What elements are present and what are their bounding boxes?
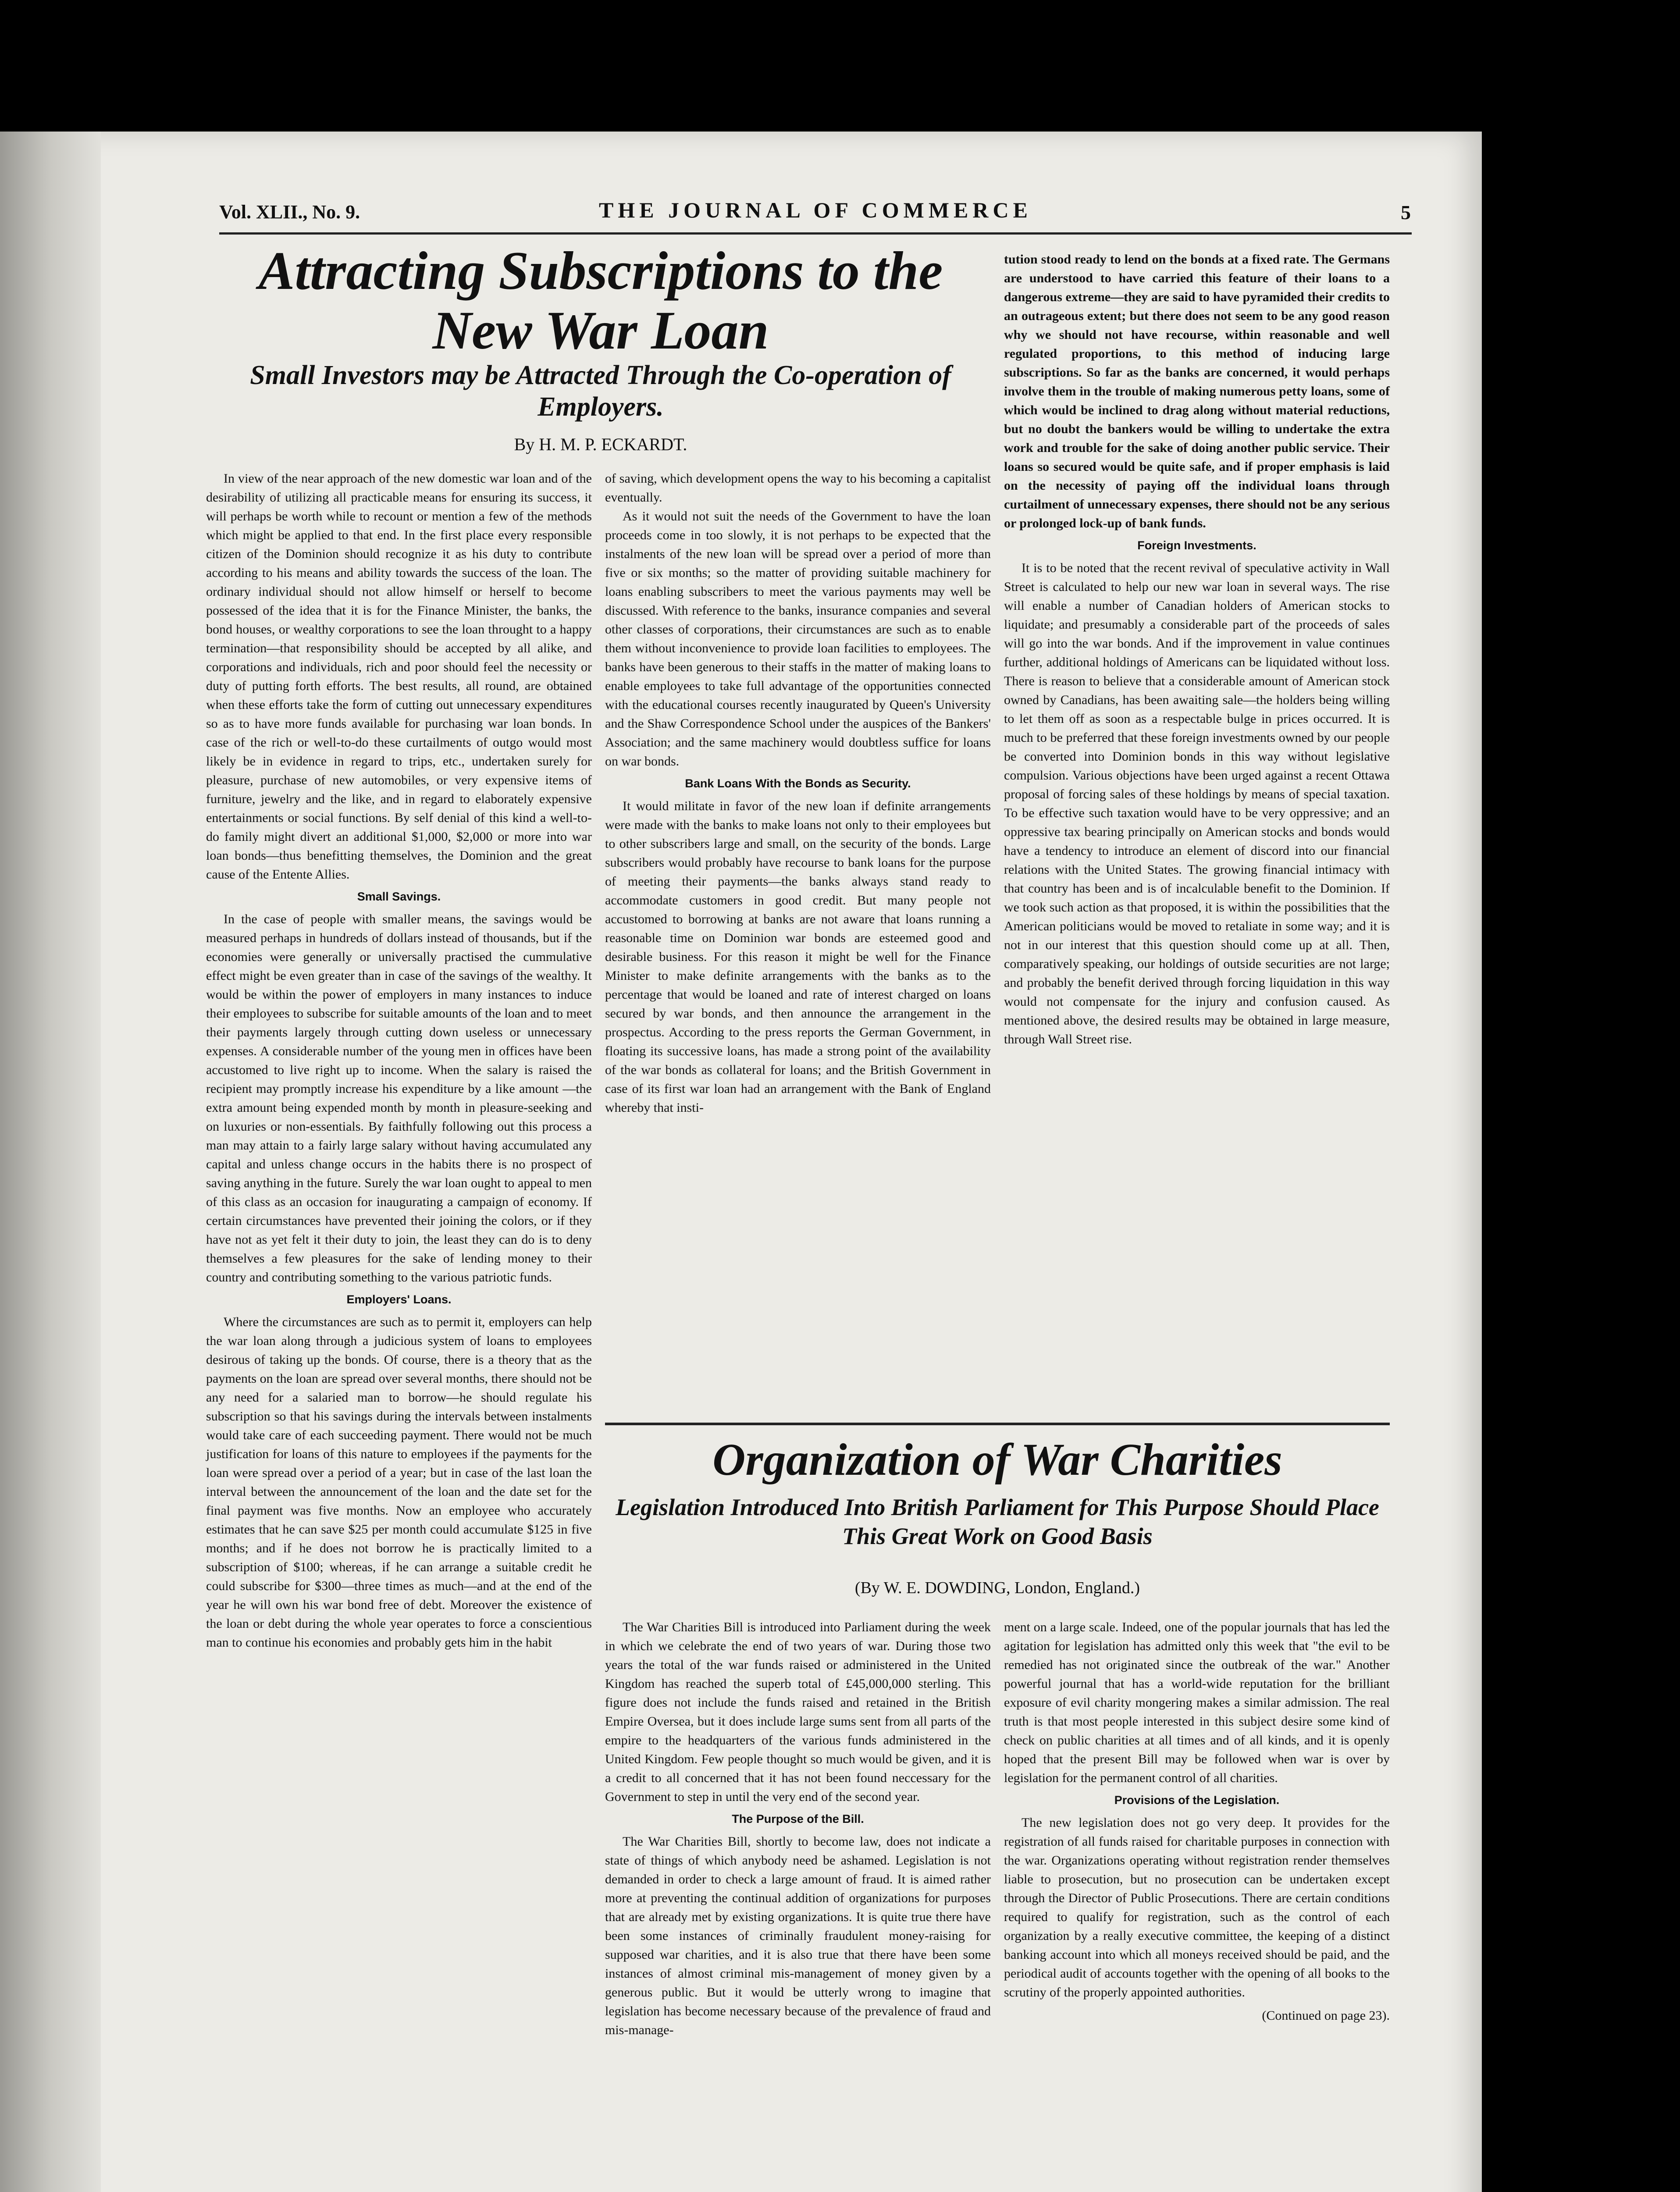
- paragraph: The War Charities Bill is introduced into Parliament during the week in which we celebrate the end of two years of war. During those two years the total of the war funds raised or administered in the United Kingdom has reached the superb total of £45,000,000 sterling. This figure does not include the funds raised and retained in the British Empire Oversea, but it does include large sums sent from all parts of the empire to the headquarters of the various funds administered in the United Kingdom. Few people thought so much would be given, and it is a credit to all concerned that it has not been found neccessary for the Government to step in until the very end of the second year.: [605, 1620, 991, 1804]
- paragraph: It would militate in favor of the new loan if definite arrangements were made with the banks to make loans not only to their employees but to other subscribers large and small, on the security of the bonds. Large subscribers would probably have recourse to bank loans for the purpose of meeting their payments—the banks always stand ready to accommodate customers in good credit. But many people not accustomed to borrowing at banks are not aware that loans running a reasonable time on Dominion war bonds are esteemed good and desirable business. For this reason it might be well for the Finance Minister to make definite arrangements with the banks as to the percentage that would be loaned and rate of interest charged on loans secured by war bonds, and then announce the arrangement in the prospectus. According to the press reports the German Government, in floating its successive loans, has made a strong point of the availability of the war bonds as collateral for loans; and the British Government in case of its first war loan had an arrangement with the Bank of England whereby that insti-: [605, 799, 991, 1115]
- subheading-small-savings: Small Savings.: [357, 890, 441, 903]
- paragraph: ment on a large scale. Indeed, one of the popular journals that has led the agitation for legislation has admitted only this week that "the evil to be remedied has not originated since the outbreak of the war." Another powerful journal that has a world-wide reputation for the brilliant exposure of evil charity mongering makes a similar admission. The real truth is that most people interested in this subject desire some kind of check on public charities at all times and of all kinds, and it is openly hoped that the present Bill may be followed when war is over by legislation for the permanent control of all charities.: [1004, 1620, 1390, 1785]
- subheading-bank-loans: Bank Loans With the Bonds as Security.: [685, 777, 911, 790]
- continued-note: (Continued on page 23).: [1262, 2008, 1390, 2023]
- paragraph: In view of the near approach of the new domestic war loan and of the desirability of utilizing all practicable means for ensuring its success, it will perhaps be worth while to recount or mention a few of the methods which might be applied to that end. In the first place every responsible citizen of the Dominion should recognize it as his duty to contribute according to his means and ability towards the success of the loan. The ordinary individual should not allow himself or herself to become possessed of the idea that it is for the Finance Minister, the banks, the bond houses, or wealthy corporations to see the loan throught to a happy termination—that responsibility should be accepted by all alike, and corporations and individuals, rich and poor should feel the necessity or duty of putting forth efforts. The best results, all round, are obtained when these efforts take the form of cutting out unnecessary expenditures so as to have more funds available for purchasing war loan bonds. In case of the rich or well-to-do these curtailments of outgo would most likely be in evidence in regard to trips, etc., undertaken surely for pleasure, purchase of new automobiles, or very expensive items of furniture, jewelry and the like, and in regard to elaborately expensive entertainments or social functions. By self denial of this kind a well-to-do family might divert an additional $1,000, $2,000 or more into war loan bonds—thus benefitting themselves, the Dominion and the great cause of the Entente Allies.: [206, 471, 592, 882]
- paragraph: Where the circumstances are such as to permit it, employers can help the war loan along through a judicious system of loans to employees desirous of taking up the bonds. Of course, there is a theory that as the payments on the loan are spread over several months, there should not be any need for a salaried man to borrow—he should regulate his subscription so that his savings during the intervals between instalments would take care of each succeeding payment. There would not be much justification for loans of this nature to employees if the payments for the loan were spread over a period of a year; but in case of the last loan the interval between the announcement of the loan and the date set for the final payment was five months. Now an employee who accurately estimates that he can save $25 per month could accumulate $125 in five months; and if he does not borrow he is practically limited to a subscription of $100; whereas, if he can arrange a suitable credit he could subscribe for $300—three times as much—and at the end of the year he will own his war bond free of debt. Moreover the existence of the loan or debt during the whole year operates to force a conscientious man to continue his economies and probably gets him in the habit: [206, 1315, 592, 1650]
- article1-deck: Small Investors may be Attracted Through the Co-operation of Employers.: [250, 360, 951, 422]
- article2-column-1: [605, 1618, 991, 2192]
- paragraph: In the case of people with smaller means, the savings would be measured perhaps in hundreds of dollars instead of thousands, but if the economies were generally or universally practised the cummulative effect might be even greater than in case of the savings of the wealthy. It would be within the power of employers in many instances to induce their employees to subscribe for suitable amounts of the loan and to meet their payments largely through cutting down useless or unnecessary expenses. A considerable number of the young men in offices have been accustomed to live right up to income. When the salary is raised the recipient may promptly increase his expenditure by a like amount —the extra amount being expended month by month in pleasure-seeking and on luxuries or non-essentials. By faithfully following out this process a man may attain to a fairly large salary without having accumulated any capital and unless change occurs in the habits there is no prospect of saving anything in the future. Surely the war loan ought to appeal to men of this class as an occasion for inaugurating a campaign of economy. If certain circumstances have prevented their joining the colors, or if they have not as yet felt it their duty to join, the least they can do is to deny themselves a few pleasures for the sake of lending money to their country and contributing something to the various patriotic funds.: [206, 912, 592, 1285]
- subheading-purpose: The Purpose of the Bill.: [732, 1812, 864, 1825]
- article2-column-2: [1004, 1618, 1390, 2192]
- paragraph: As it would not suit the needs of the Government to have the loan proceeds come in too slowly, it is not perhaps to be expected that the instalments of the new loan will be spread over a period of more than five or six months; so the matter of providing suitable machinery for loans enabling subscribers to meet the various payments may well be discussed. With reference to the banks, insurance companies and several other classes of corporations, their circumstances are such as to enable them without inconvenience to provide loan facilities to employees. The banks have been generous to their staffs in the matter of making loans to enable employees to take full advantage of the opportunities connected with the educational courses recently inaugurated by Queen's University and the Shaw Correspondence School under the auspices of the Bankers' Association; and the same machinery would doubtless suffice for loans on war bonds.: [605, 509, 991, 769]
- paragraph: tution stood ready to lend on the bonds at a fixed rate. The Germans are understood to have carried this feature of their loans to a dangerous extreme—they are said to have pyramided their credits to an outrageous extent; but there does not seem to be any good reason why we should not have recourse, within reasonable and well regulated proportions, to this method of inducing large subscriptions. So far as the banks are concerned, it would perhaps involve them in the trouble of making numerous petty loans, some of which would be inclined to drag along without material reductions, but no doubt the bankers would be willing to undertake the extra work and trouble for the sake of doing another public service. Their loans so secured would be quite safe, and if proper emphasis is laid on the necessity of paying off the individual loans through curtailment of unnecessary expenses, there should not be any serious or prolonged lock-up of bank funds.: [1004, 252, 1390, 530]
- article2-deck: Legislation Introduced Into British Parliament for This Purpose Should Place This Great Work on Good Basis: [616, 1494, 1379, 1549]
- page-header: [219, 197, 1412, 232]
- volume-label: Vol. XLII., No. 9.: [219, 201, 360, 223]
- paragraph: It is to be noted that the recent revival of speculative activity in Wall Street is calculated to help our new war loan in several ways. The rise will enable a number of Canadian holders of American stocks to liquidate; and presumably a considerable part of the proceeds of sales will go into the war bonds. And if the improvement in value continues further, additional holdings of Americans can be liquidated without loss. There is reason to believe that a considerable amount of American stock owned by Canadians, has been awaiting sale—the holders being willing to let them off as soon as a respectable bulge in prices occurred. It is much to be preferred that these foreign investments owned by our people be converted into Dominion bonds in this way without legislative compulsion. Various objections have been urged against a recent Ottawa proposal of forcing sales of these holdings by means of special taxation. To be effective such taxation would have to be very oppressive; and an oppressive tax bearing principally on American stocks and bonds would have a tendency to introduce an element of discord into our financial relations with the United States. The growing financial intimacy with that country has been and is of incalculable benefit to the Dominion. If we took such action as that proposed, it is within the possibilities that the American politicians would be moved to retaliate in some way; and it is not in our interest that this question should come up at all. Then, comparatively speaking, our holdings of outside securities are not large; and probably the benefit derived through forcing liquidation in this way would not compensate for the injury and confusion caused. As mentioned above, the desired results may be obtained in large measure, through Wall Street rise.: [1004, 561, 1390, 1046]
- subheading-employers-loans: Employers' Loans.: [346, 1293, 452, 1306]
- article1-byline: By H. M. P. ECKARDT.: [514, 434, 687, 454]
- article1-column-1: [206, 469, 592, 1650]
- page-number: 5: [1401, 201, 1412, 224]
- article1-column-3: [1004, 250, 1390, 1398]
- article1-column-2: [605, 469, 991, 1412]
- paragraph: The new legislation does not go very deep. It provides for the registration of all funds raised for charitable purposes in connection with the war. Organizations operating without registration render themselves liable to prosecution, but no prosecution can be undertaken except through the Director of Public Prosecutions. There are certain conditions required to qualify for registration, such as the control of each organization by a really executive committee, the keeping of a distinct banking account into which all moneys received should be paid, and the periodical audit of accounts together with the opening of all books to the scrutiny of the properly appointed authorities.: [1004, 1815, 1390, 2000]
- page-gutter: [0, 132, 101, 2192]
- journal-title: THE JOURNAL OF COMMERCE: [599, 198, 1032, 222]
- subheading-provisions: Provisions of the Legislation.: [1114, 1793, 1280, 1807]
- article2-byline: (By W. E. DOWDING, London, England.): [854, 1579, 1140, 1597]
- article2-headline: Organization of War Charities: [712, 1434, 1282, 1485]
- header-rule: [219, 232, 1412, 235]
- article1-headline: Attracting Subscriptions to the New War Loan: [258, 241, 943, 360]
- newspaper-page: [0, 132, 1482, 2192]
- paragraph: of saving, which development opens the way to his becoming a capitalist eventually.: [605, 471, 991, 505]
- paragraph: The War Charities Bill, shortly to become law, does not indicate a state of things of which anybody need be ashamed. Legislation is not demanded in order to check a large amount of fraud. It is aimed rather more at preventing the continual addition of organizations for purposes that are already met by existing organizations. It is quite true there have been some instances of criminally fraudulent money-raising for supposed war charities, and it is also true that there have been some instances of almost criminal mis-management of money given by a generous public. But it would be utterly wrong to imagine that legislation has become necessary because of the prevalence of fraud and mis-manage-: [605, 1834, 991, 2037]
- subheading-foreign-investments: Foreign Investments.: [1137, 539, 1256, 552]
- section-rule: [605, 1423, 1390, 1425]
